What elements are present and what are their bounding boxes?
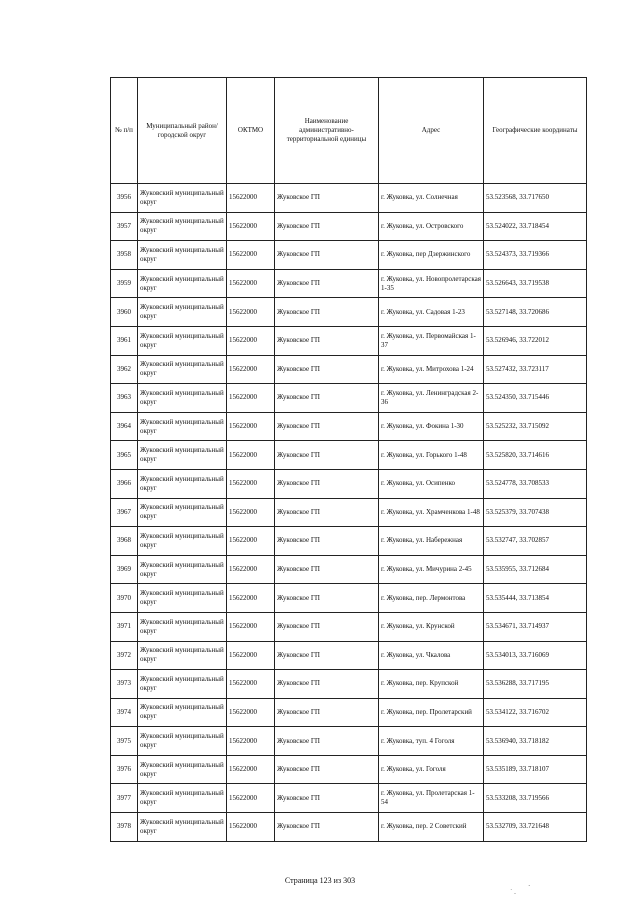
cell-district: Жуковский муниципальный округ [138,184,227,213]
cell-address: г. Жуковка, пер. Крупской [379,670,484,699]
cell-address: г. Жуковка, ул. Набережная [379,527,484,556]
cell-address: г. Жуковка, туп. 4 Гоголя [379,727,484,756]
cell-address: г. Жуковка, ул. Крунской [379,612,484,641]
table-row [111,813,587,842]
cell-admin-unit: Жуковское ГП [275,727,379,756]
cell-address: г. Жуковка, ул. Фокина 1-30 [379,412,484,441]
table-row [111,784,587,813]
header-oktmo: ОКТМО [227,78,275,184]
registry-table [110,77,587,842]
cell-oktmo: 15622000 [227,813,275,842]
cell-admin-unit: Жуковское ГП [275,212,379,241]
cell-admin-unit: Жуковское ГП [275,241,379,270]
table-row [111,755,587,784]
cell-oktmo: 15622000 [227,469,275,498]
header-coordinates: Географические координаты [484,78,587,184]
cell-number: 3974 [111,698,138,727]
table-row [111,698,587,727]
cell-district: Жуковский муниципальный округ [138,641,227,670]
cell-address: г. Жуковка, ул. Горького 1-48 [379,441,484,470]
cell-admin-unit: Жуковское ГП [275,498,379,527]
cell-coordinates: 53.536940, 33.718182 [484,727,587,756]
cell-address: г. Жуковка, ул. Мичурина 2-45 [379,555,484,584]
cell-oktmo: 15622000 [227,498,275,527]
cell-coordinates: 53.534122, 33.716702 [484,698,587,727]
cell-coordinates: 53.524350, 33.715446 [484,384,587,413]
cell-admin-unit: Жуковское ГП [275,527,379,556]
header-admin-unit: Наименование административно-территориальной единицы [275,78,379,184]
table-row [111,184,587,213]
cell-district: Жуковский муниципальный округ [138,527,227,556]
cell-address: г. Жуковка, ул. Чкалова [379,641,484,670]
cell-admin-unit: Жуковское ГП [275,269,379,298]
cell-address: г. Жуковка, ул. Митрохова 1-24 [379,355,484,384]
cell-number: 3973 [111,670,138,699]
table-row [111,298,587,327]
cell-oktmo: 15622000 [227,698,275,727]
cell-coordinates: 53.527432, 33.723117 [484,355,587,384]
cell-address: г. Жуковка, ул. Пролетарская 1-54 [379,784,484,813]
cell-number: 3957 [111,212,138,241]
cell-coordinates: 53.526643, 33.719538 [484,269,587,298]
cell-number: 3975 [111,727,138,756]
cell-district: Жуковский муниципальный округ [138,298,227,327]
cell-coordinates: 53.524778, 33.708533 [484,469,587,498]
table-row [111,498,587,527]
cell-district: Жуковский муниципальный округ [138,469,227,498]
cell-district: Жуковский муниципальный округ [138,355,227,384]
cell-number: 3967 [111,498,138,527]
cell-admin-unit: Жуковское ГП [275,584,379,613]
table-row [111,527,587,556]
cell-number: 3976 [111,755,138,784]
cell-oktmo: 15622000 [227,755,275,784]
cell-admin-unit: Жуковское ГП [275,555,379,584]
cell-oktmo: 15622000 [227,384,275,413]
cell-number: 3965 [111,441,138,470]
cell-address: г. Жуковка, пер. Пролетарский [379,698,484,727]
cell-coordinates: 53.523568, 33.717650 [484,184,587,213]
cell-oktmo: 15622000 [227,241,275,270]
cell-number: 3961 [111,326,138,355]
cell-number: 3972 [111,641,138,670]
cell-number: 3960 [111,298,138,327]
cell-address: г. Жуковка, ул. Ленинградская 2-36 [379,384,484,413]
cell-address: г. Жуковка, ул. Храмченкова 1-48 [379,498,484,527]
cell-district: Жуковский муниципальный округ [138,212,227,241]
cell-district: Жуковский муниципальный округ [138,498,227,527]
cell-number: 3962 [111,355,138,384]
cell-admin-unit: Жуковское ГП [275,355,379,384]
cell-district: Жуковский муниципальный округ [138,326,227,355]
cell-address: г. Жуковка, ул. Гоголя [379,755,484,784]
table-row [111,727,587,756]
cell-coordinates: 53.533208, 33.719566 [484,784,587,813]
cell-district: Жуковский муниципальный округ [138,269,227,298]
cell-oktmo: 15622000 [227,670,275,699]
cell-coordinates: 53.524373, 33.719366 [484,241,587,270]
cell-admin-unit: Жуковское ГП [275,670,379,699]
table-row [111,641,587,670]
table-row [111,441,587,470]
cell-oktmo: 15622000 [227,584,275,613]
table-row [111,670,587,699]
cell-number: 3958 [111,241,138,270]
cell-coordinates: 53.524022, 33.718454 [484,212,587,241]
cell-admin-unit: Жуковское ГП [275,813,379,842]
cell-address: г. Жуковка, ул. Садовая 1-23 [379,298,484,327]
cell-coordinates: 53.532709, 33.721648 [484,813,587,842]
cell-number: 3978 [111,813,138,842]
cell-district: Жуковский муниципальный округ [138,670,227,699]
cell-number: 3959 [111,269,138,298]
cell-address: г. Жуковка, пер. 2 Советский [379,813,484,842]
cell-admin-unit: Жуковское ГП [275,469,379,498]
cell-coordinates: 53.525232, 33.715092 [484,412,587,441]
cell-number: 3956 [111,184,138,213]
cell-coordinates: 53.536288, 33.717195 [484,670,587,699]
cell-admin-unit: Жуковское ГП [275,384,379,413]
cell-oktmo: 15622000 [227,555,275,584]
table-row [111,612,587,641]
cell-oktmo: 15622000 [227,612,275,641]
cell-admin-unit: Жуковское ГП [275,326,379,355]
cell-address: г. Жуковка, ул. Осипенко [379,469,484,498]
cell-coordinates: 53.534013, 33.716069 [484,641,587,670]
cell-oktmo: 15622000 [227,727,275,756]
table-row [111,412,587,441]
cell-coordinates: 53.535955, 33.712684 [484,555,587,584]
cell-number: 3977 [111,784,138,813]
cell-oktmo: 15622000 [227,326,275,355]
cell-oktmo: 15622000 [227,212,275,241]
cell-oktmo: 15622000 [227,412,275,441]
table-row [111,269,587,298]
table-row [111,355,587,384]
cell-district: Жуковский муниципальный округ [138,784,227,813]
table-body [111,184,587,842]
cell-number: 3968 [111,527,138,556]
cell-address: г. Жуковка, пер. Лермонтова [379,584,484,613]
cell-district: Жуковский муниципальный округ [138,441,227,470]
cell-oktmo: 15622000 [227,355,275,384]
cell-coordinates: 53.534671, 33.714937 [484,612,587,641]
cell-address: г. Жуковка, пер Дзержинского [379,241,484,270]
cell-district: Жуковский муниципальный округ [138,384,227,413]
cell-admin-unit: Жуковское ГП [275,641,379,670]
cell-district: Жуковский муниципальный округ [138,241,227,270]
header-district: Муниципальный район/городской округ [138,78,227,184]
cell-admin-unit: Жуковское ГП [275,612,379,641]
cell-admin-unit: Жуковское ГП [275,698,379,727]
cell-oktmo: 15622000 [227,298,275,327]
table-row [111,384,587,413]
cell-admin-unit: Жуковское ГП [275,184,379,213]
cell-coordinates: 53.535444, 33.713854 [484,584,587,613]
cell-district: Жуковский муниципальный округ [138,412,227,441]
cell-number: 3971 [111,612,138,641]
cell-coordinates: 53.532747, 33.702857 [484,527,587,556]
cell-address: г. Жуковка, ул. Солнечная [379,184,484,213]
header-number: № п/п [111,78,138,184]
cell-address: г. Жуковка, ул. Островского [379,212,484,241]
cell-district: Жуковский муниципальный округ [138,555,227,584]
cell-district: Жуковский муниципальный округ [138,755,227,784]
page-number: Страница 123 из 303 [284,876,356,885]
cell-oktmo: 15622000 [227,527,275,556]
header-address: Адрес [379,78,484,184]
table-row [111,241,587,270]
cell-number: 3964 [111,412,138,441]
cell-address: г. Жуковка, ул. Первомайская 1-37 [379,326,484,355]
cell-number: 3963 [111,384,138,413]
scan-mark: · [528,882,531,890]
scan-mark: ˙ . [510,888,516,896]
cell-district: Жуковский муниципальный округ [138,584,227,613]
cell-oktmo: 15622000 [227,184,275,213]
table-row [111,326,587,355]
table-row [111,584,587,613]
cell-oktmo: 15622000 [227,641,275,670]
cell-oktmo: 15622000 [227,269,275,298]
cell-coordinates: 53.526946, 33.722012 [484,326,587,355]
cell-number: 3970 [111,584,138,613]
table-row [111,555,587,584]
cell-district: Жуковский муниципальный округ [138,727,227,756]
cell-number: 3969 [111,555,138,584]
cell-district: Жуковский муниципальный округ [138,813,227,842]
cell-coordinates: 53.527148, 33.720686 [484,298,587,327]
cell-coordinates: 53.525379, 33.707438 [484,498,587,527]
cell-oktmo: 15622000 [227,784,275,813]
cell-number: 3966 [111,469,138,498]
table-row [111,212,587,241]
cell-address: г. Жуковка, ул. Новопролетарская 1-35 [379,269,484,298]
cell-admin-unit: Жуковское ГП [275,412,379,441]
cell-admin-unit: Жуковское ГП [275,784,379,813]
cell-district: Жуковский муниципальный округ [138,698,227,727]
cell-coordinates: 53.535189, 33.718107 [484,755,587,784]
table-row [111,469,587,498]
cell-admin-unit: Жуковское ГП [275,441,379,470]
cell-admin-unit: Жуковское ГП [275,298,379,327]
cell-coordinates: 53.525820, 33.714616 [484,441,587,470]
cell-admin-unit: Жуковское ГП [275,755,379,784]
cell-oktmo: 15622000 [227,441,275,470]
cell-district: Жуковский муниципальный округ [138,612,227,641]
table-header-row [111,78,587,184]
